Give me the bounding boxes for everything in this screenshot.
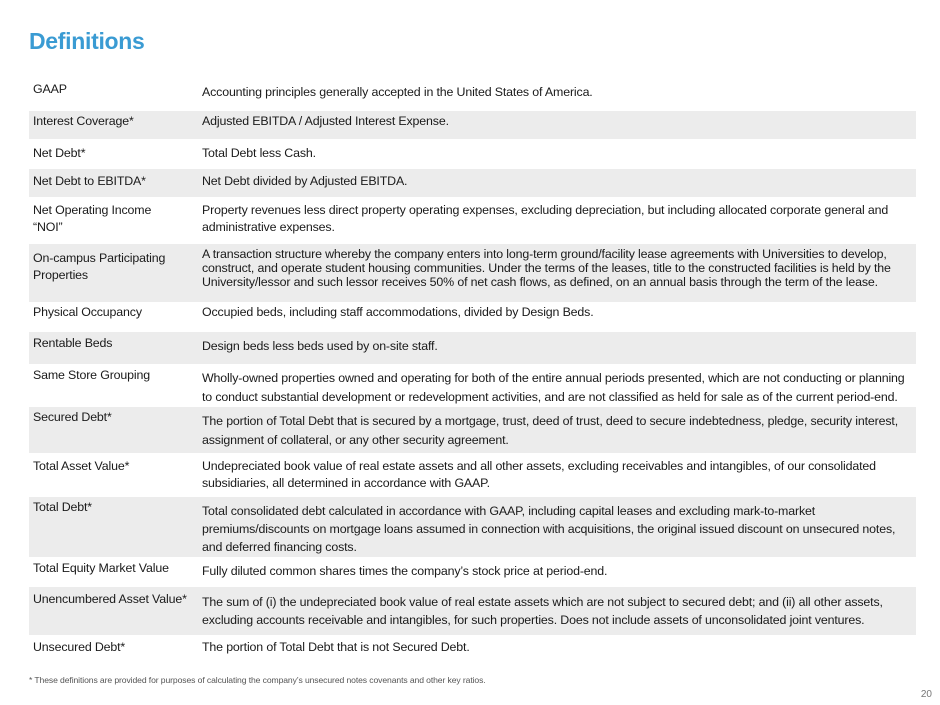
table-row	[29, 587, 916, 635]
term-physical-occupancy: Physical Occupancy	[33, 305, 142, 319]
table-row	[29, 364, 916, 407]
term-net-debt: Net Debt*	[33, 146, 86, 160]
table-row	[29, 302, 916, 332]
term-net-debt-to-ebitda: Net Debt to EBITDA*	[33, 174, 146, 188]
term-on-campus-participating: On-campus Participating Properties	[33, 251, 166, 282]
table-row	[29, 169, 916, 197]
term-rentable-beds: Rentable Beds	[33, 336, 113, 350]
term-same-store-grouping: Same Store Grouping	[33, 368, 150, 382]
definition-same-store-grouping: Wholly-owned properties owned and operating for both of the entire annual periods presented, which are not conducting or planning to conduct substantial development or redevelopment activities, and are not classified as held for sale as of the current period-end.	[202, 371, 905, 404]
definition-rentable-beds: Design beds less beds used by on-site staff.	[202, 339, 438, 353]
definition-unencumbered-asset-value: The sum of (i) the undepreciated book value of real estate assets which are not subject to secured debt; and (ii) all other assets, excluding accounts receivable and intangibles, for such properties. Does not include assets of unconsolidated joint ventures.	[202, 595, 883, 627]
definition-unsecured-debt: The portion of Total Debt that is not Secured Debt.	[202, 640, 470, 654]
definition-physical-occupancy: Occupied beds, including staff accommodations, divided by Design Beds.	[202, 305, 594, 319]
table-row	[29, 407, 916, 453]
table-row	[29, 111, 916, 139]
definition-gaap: Accounting principles generally accepted in the United States of America.	[202, 85, 593, 99]
table-row	[29, 72, 916, 111]
definition-total-equity-market-value: Fully diluted common shares times the company’s stock price at period-end.	[202, 564, 608, 578]
table-row	[29, 332, 916, 364]
definition-net-debt-to-ebitda: Net Debt divided by Adjusted EBITDA.	[202, 174, 408, 188]
term-unencumbered-asset-value: Unencumbered Asset Value*	[33, 592, 187, 606]
table-row	[29, 453, 916, 497]
table-row	[29, 197, 916, 244]
table-row	[29, 139, 916, 169]
definition-on-campus-participating: A transaction structure whereby the company enters into long-term ground/facility lease agreements with Universities to develop, construct, and operate student housing communities. Under the terms of the leases, title to the constructed facilities is held by the University/lessor and such lessor receives 50% of net cash flows, as defined, on an annual basis through the term of the lease.	[202, 247, 891, 289]
definition-total-debt: Total consolidated debt calculated in accordance with GAAP, including capital leases and excluding mark-to-market premiums/discounts on mortgage loans assumed in connection with acquisitions, the original issued discount on unsecured notes, and deferred financing costs.	[202, 504, 896, 554]
definitions-table	[29, 72, 916, 665]
definition-net-debt: Total Debt less Cash.	[202, 146, 316, 160]
term-unsecured-debt: Unsecured Debt*	[33, 640, 126, 654]
definition-noi: Property revenues less direct property operating expenses, excluding depreciation, but including allocated corporate general and administrative expenses.	[202, 203, 889, 234]
definition-interest-coverage: Adjusted EBITDA / Adjusted Interest Expense.	[202, 114, 449, 128]
term-total-equity-market-value: Total Equity Market Value	[33, 561, 169, 575]
table-row	[29, 497, 916, 557]
table-row	[29, 244, 916, 302]
term-total-debt: Total Debt*	[33, 500, 92, 514]
definition-total-asset-value: Undepreciated book value of real estate assets and all other assets, excluding receivables and intangibles, of our consolidated subsidiaries, all determined in accordance with GAAP.	[202, 459, 876, 490]
term-secured-debt: Secured Debt*	[33, 410, 112, 424]
definition-secured-debt: The portion of Total Debt that is secured by a mortgage, trust, deed of trust, deed to secure indebtedness, pledge, security interest, assignment of collateral, or any other security agreement.	[202, 414, 898, 447]
page-number: 20	[920, 689, 932, 700]
term-gaap: GAAP	[33, 82, 67, 96]
term-noi: Net Operating Income “NOI”	[33, 203, 152, 234]
footnote: * These definitions are provided for purposes of calculating the company’s unsecured notes covenants and other key ratios.	[29, 675, 486, 685]
term-interest-coverage: Interest Coverage*	[33, 114, 134, 128]
term-total-asset-value: Total Asset Value*	[33, 459, 130, 473]
page-title: Definitions	[29, 28, 145, 54]
table-row	[29, 635, 916, 665]
table-row	[29, 557, 916, 587]
